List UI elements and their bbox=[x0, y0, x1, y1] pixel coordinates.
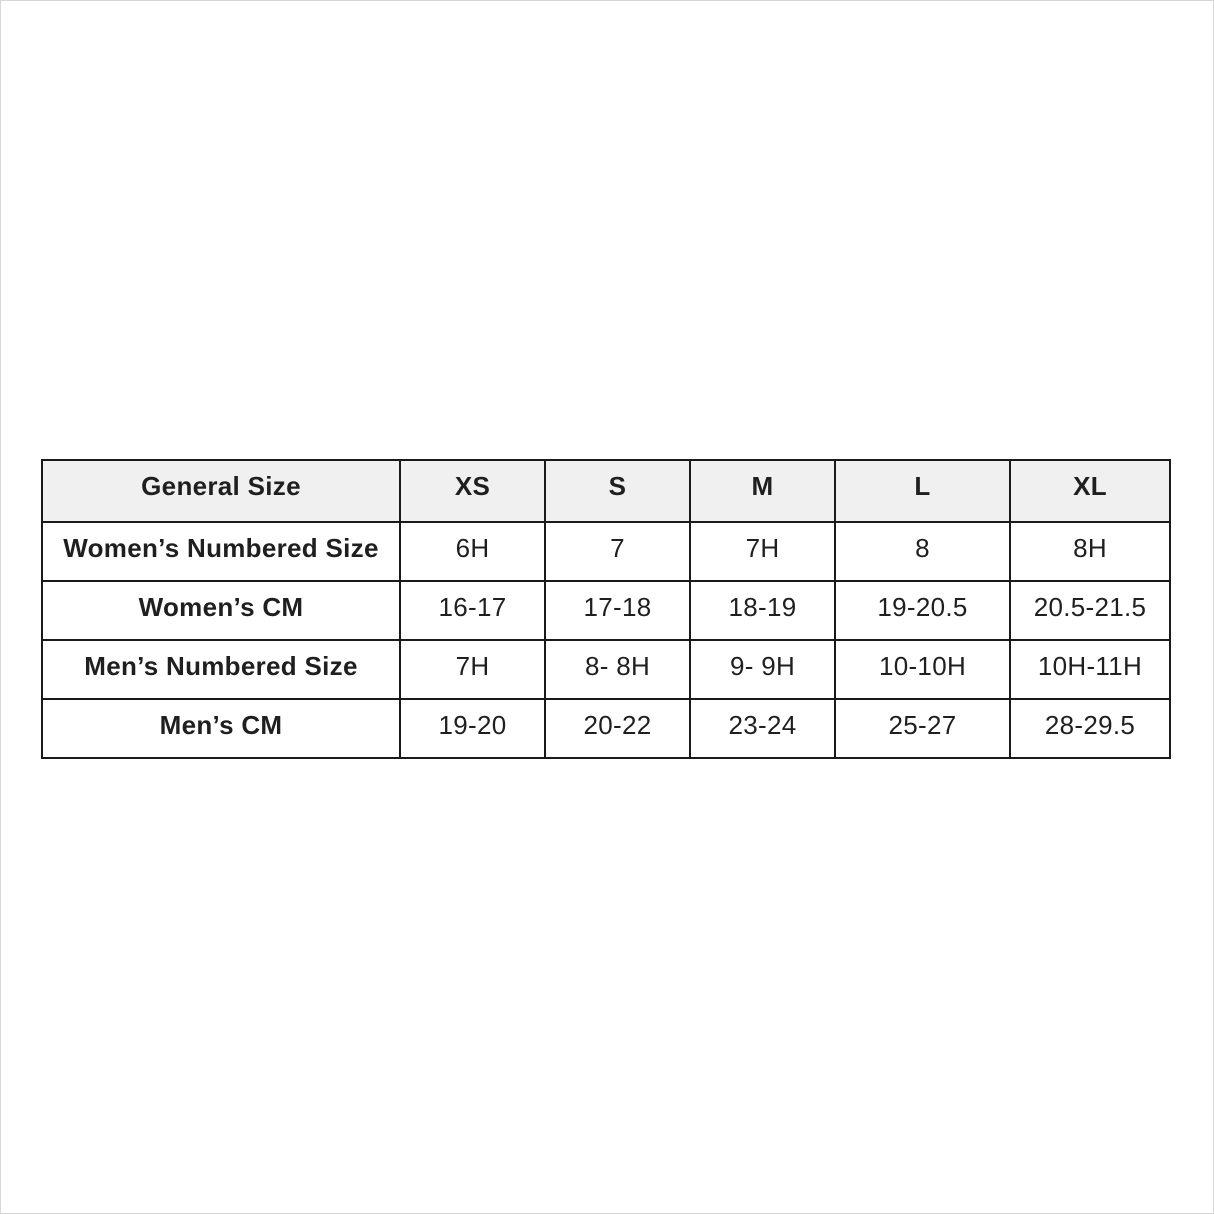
cell-mens-numbered-m: 9- 9H bbox=[690, 640, 835, 699]
cell-womens-cm-s: 17-18 bbox=[545, 581, 690, 640]
cell-mens-cm-xl: 28-29.5 bbox=[1010, 699, 1170, 758]
cell-mens-cm-xs: 19-20 bbox=[400, 699, 545, 758]
table-row-mens-numbered-size bbox=[42, 640, 1170, 699]
column-header-l: L bbox=[835, 460, 1010, 522]
column-header-xs: XS bbox=[400, 460, 545, 522]
row-label: Women’s Numbered Size bbox=[42, 522, 400, 581]
table-row-mens-cm bbox=[42, 699, 1170, 758]
table-row-womens-cm bbox=[42, 581, 1170, 640]
cell-womens-numbered-l: 8 bbox=[835, 522, 1010, 581]
cell-womens-numbered-xs: 6H bbox=[400, 522, 545, 581]
header-row bbox=[42, 460, 1170, 522]
cell-mens-cm-s: 20-22 bbox=[545, 699, 690, 758]
cell-womens-numbered-xl: 8H bbox=[1010, 522, 1170, 581]
row-label: Women’s CM bbox=[42, 581, 400, 640]
cell-mens-numbered-l: 10-10H bbox=[835, 640, 1010, 699]
cell-mens-numbered-xs: 7H bbox=[400, 640, 545, 699]
cell-mens-numbered-xl: 10H-11H bbox=[1010, 640, 1170, 699]
column-header-xl: XL bbox=[1010, 460, 1170, 522]
cell-womens-numbered-m: 7H bbox=[690, 522, 835, 581]
size-chart-table bbox=[41, 459, 1171, 759]
column-header-s: S bbox=[545, 460, 690, 522]
table-row-womens-numbered-size bbox=[42, 522, 1170, 581]
cell-womens-cm-xs: 16-17 bbox=[400, 581, 545, 640]
cell-womens-cm-m: 18-19 bbox=[690, 581, 835, 640]
cell-womens-numbered-s: 7 bbox=[545, 522, 690, 581]
cell-mens-cm-m: 23-24 bbox=[690, 699, 835, 758]
column-header-m: M bbox=[690, 460, 835, 522]
row-label: Men’s CM bbox=[42, 699, 400, 758]
cell-mens-numbered-s: 8- 8H bbox=[545, 640, 690, 699]
cell-womens-cm-l: 19-20.5 bbox=[835, 581, 1010, 640]
column-header-general-size: General Size bbox=[42, 460, 400, 522]
cell-womens-cm-xl: 20.5-21.5 bbox=[1010, 581, 1170, 640]
cell-mens-cm-l: 25-27 bbox=[835, 699, 1010, 758]
row-label: Men’s Numbered Size bbox=[42, 640, 400, 699]
